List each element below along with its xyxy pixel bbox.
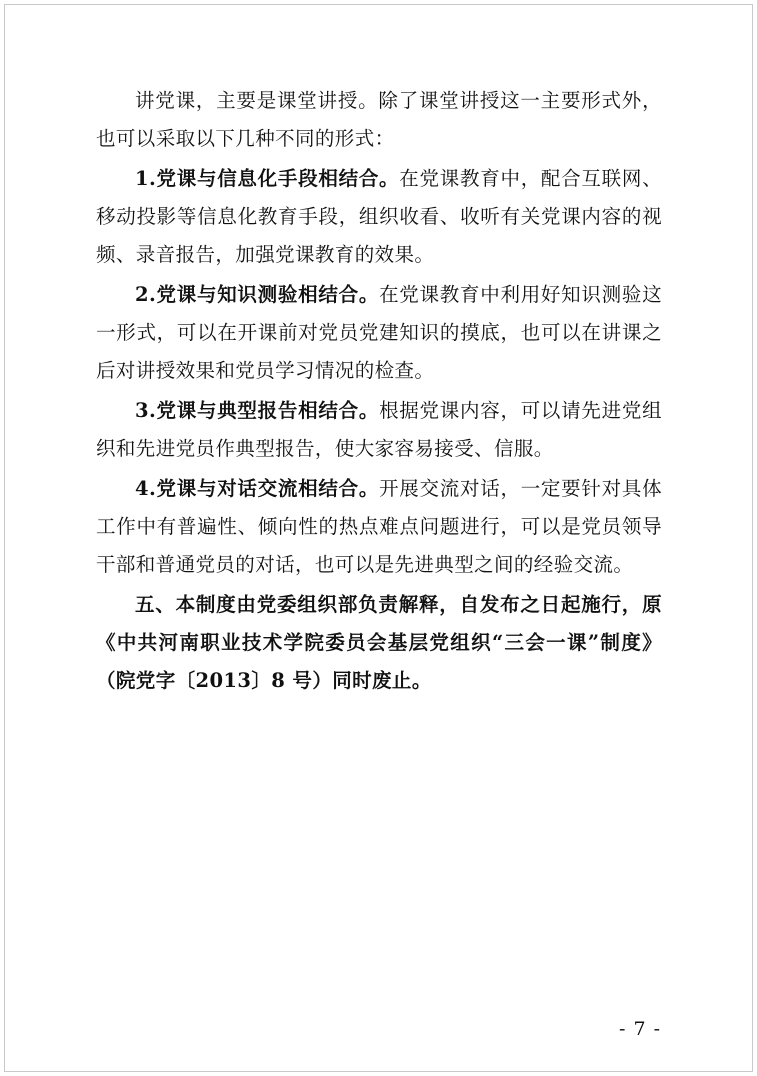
- clause-five-text: 五、本制度由党委组织部负责解释，自发布之日起施行，原《中共河南职业技术学院委员会基层党组织“三会一课”制度》（院党字〔2013〕8 号）同时废止。: [96, 593, 662, 692]
- list-heading-3: 党课与典型报告相结合。: [156, 399, 380, 422]
- list-text-1: 在党课教育中，配合互联网、移动投影等信息化教育手段，组织收看、收听有关党课内容的视频、录音报告，加强党课教育的效果。: [96, 167, 662, 266]
- paragraph-intro-text: 讲党课，主要是课堂讲授。除了课堂讲授这一主要形式外，也可以采取以下几种不同的形式：: [96, 89, 662, 150]
- list-number-2: 2.: [135, 283, 157, 306]
- list-heading-2: 党课与知识测验相结合。: [156, 283, 380, 306]
- list-number-3: 3.: [135, 399, 157, 422]
- list-number-1: 1.: [135, 167, 157, 190]
- list-number-4: 4.: [135, 477, 157, 500]
- paragraph-item-4: [96, 470, 662, 584]
- paragraph-item-2: [96, 276, 662, 390]
- list-text-4: 开展交流对话，一定要针对具体工作中有普遍性、倾向性的热点难点问题进行，可以是党员领导干部和普通党员的对话，也可以是先进典型之间的经验交流。: [96, 477, 662, 576]
- paragraph-item-1: [96, 160, 662, 274]
- paragraph-item-5: [96, 586, 662, 700]
- document-body: [96, 82, 662, 702]
- list-text-2: 在党课教育中利用好知识测验这一形式，可以在开课前对党员党建知识的摸底，也可以在讲课之后对讲授效果和党员学习情况的检查。: [96, 283, 662, 382]
- list-text-3: 根据党课内容，可以请先进党组织和先进党员作典型报告，使大家容易接受、信服。: [96, 399, 662, 460]
- page-number: - 7 -: [618, 1018, 661, 1040]
- paragraph-item-3: [96, 392, 662, 468]
- list-heading-4: 党课与对话交流相结合。: [156, 477, 380, 500]
- list-heading-1: 党课与信息化手段相结合。: [156, 167, 400, 190]
- paragraph-intro: [96, 82, 662, 158]
